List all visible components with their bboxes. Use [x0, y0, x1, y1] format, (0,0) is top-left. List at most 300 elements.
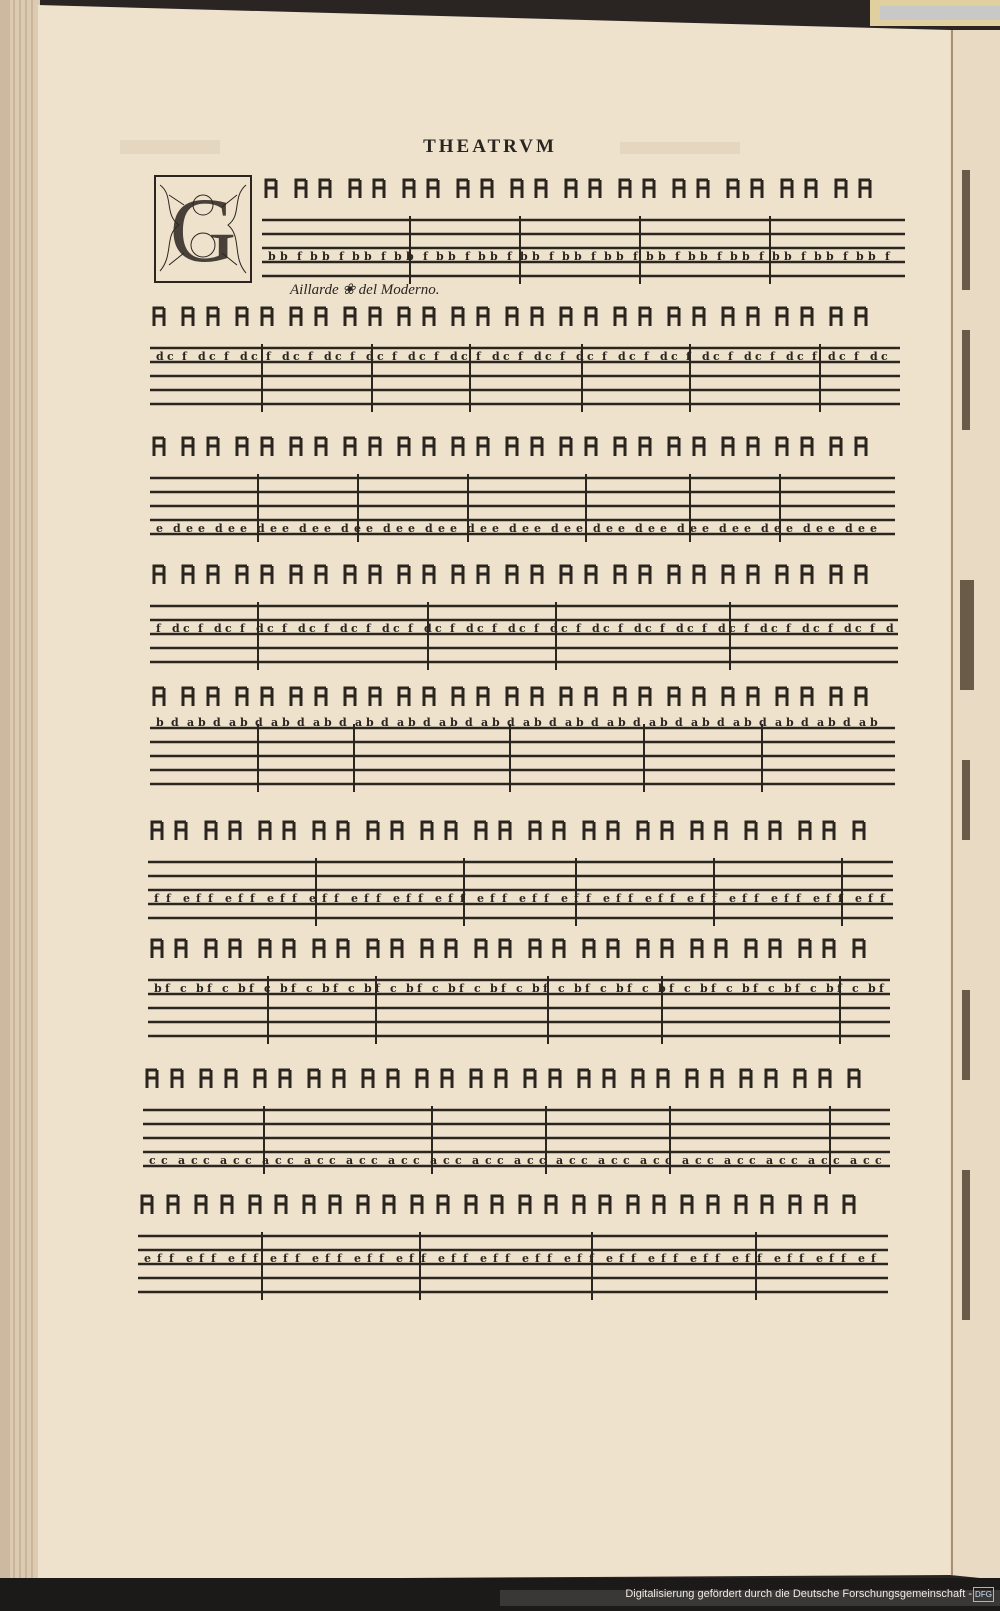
tab-letter: b — [870, 716, 878, 729]
tab-letter: c — [749, 1154, 756, 1167]
tab-letter: f — [295, 1252, 300, 1265]
tab-letter: e — [786, 522, 793, 535]
tab-letter: f — [715, 1252, 720, 1265]
tab-letter: b — [826, 982, 834, 995]
tab-letter: f — [392, 350, 397, 363]
tab-letter: d — [341, 522, 349, 535]
tab-letter: d — [719, 522, 727, 535]
tab-letter: a — [640, 1154, 648, 1167]
tab-letter: f — [703, 1252, 708, 1265]
tab-letter: c — [264, 982, 271, 995]
tab-letter: c — [287, 1154, 294, 1167]
tab-letter: f — [880, 892, 885, 905]
tab-letter: a — [346, 1154, 354, 1167]
tab-letter: b — [784, 982, 792, 995]
tab-letter: f — [418, 892, 423, 905]
tab-letter: c — [665, 1154, 672, 1167]
tab-letter: f — [673, 1252, 678, 1265]
tab-letter: c — [390, 982, 397, 995]
tab-letter: a — [397, 716, 405, 729]
tab-letter: b — [772, 250, 780, 263]
tab-letter: f — [333, 982, 338, 995]
tab-letter: f — [799, 1252, 804, 1265]
tab-letter: d — [843, 716, 851, 729]
tab-letter: f — [796, 892, 801, 905]
tab-letter: e — [648, 522, 655, 535]
tab-letter: d — [255, 716, 263, 729]
tab-letter: c — [813, 622, 820, 635]
tab-letter: c — [687, 622, 694, 635]
tab-letter: c — [419, 350, 426, 363]
tab-letter: c — [435, 622, 442, 635]
tab-letter: f — [280, 892, 285, 905]
tab-letter: c — [581, 1154, 588, 1167]
tab-letter: b — [478, 250, 486, 263]
tab-letter: f — [759, 250, 764, 263]
tab-letter: b — [268, 250, 276, 263]
tab-letter: c — [348, 982, 355, 995]
tab-letter: d — [198, 350, 206, 363]
tab-letter: d — [297, 716, 305, 729]
tab-letter: d — [213, 716, 221, 729]
tab-letter: c — [707, 1154, 714, 1167]
tab-letter: d — [509, 522, 517, 535]
tab-letter: f — [253, 1252, 258, 1265]
tab-letter: f — [250, 892, 255, 905]
tab-letter: d — [845, 522, 853, 535]
tab-letter: d — [802, 622, 810, 635]
tab-letter: d — [675, 716, 683, 729]
tab-letter: b — [490, 250, 498, 263]
tab-letter: e — [774, 1252, 781, 1265]
tab-letter: b — [700, 250, 708, 263]
tab-letter: f — [490, 892, 495, 905]
tab-letter: d — [465, 716, 473, 729]
tab-letter: e — [534, 522, 541, 535]
tab-letter: f — [795, 982, 800, 995]
tab-letter: b — [238, 982, 246, 995]
tab-letter: e — [183, 892, 190, 905]
tab-letter: f — [463, 1252, 468, 1265]
tab-letter: d — [450, 350, 458, 363]
tab-letter: f — [207, 982, 212, 995]
tab-letter: b — [156, 716, 164, 729]
tab-letter: e — [438, 1252, 445, 1265]
tab-letter: b — [604, 250, 612, 263]
tab-letter: f — [784, 892, 789, 905]
tab-letter: e — [225, 892, 232, 905]
tab-letter: c — [810, 982, 817, 995]
tab-letter: f — [574, 892, 579, 905]
tab-letter: a — [229, 716, 237, 729]
digitization-credit: Digitalisierung gefördert durch die Deutsche Forschungsgemeinschaft - — [625, 1588, 972, 1600]
tab-letter: f — [547, 1252, 552, 1265]
tab-letter: c — [797, 350, 804, 363]
tab-letter: e — [687, 892, 694, 905]
tab-letter: d — [676, 622, 684, 635]
tab-letter: a — [313, 716, 321, 729]
tab-letter: d — [551, 522, 559, 535]
tab-letter: f — [829, 1252, 834, 1265]
tab-letter: f — [507, 250, 512, 263]
tab-letter: e — [522, 1252, 529, 1265]
tab-letter: d — [171, 716, 179, 729]
tab-letter: f — [240, 622, 245, 635]
tab-letter: b — [562, 250, 570, 263]
tab-letter: a — [472, 1154, 480, 1167]
tab-letter: e — [351, 892, 358, 905]
tab-letter: f — [292, 892, 297, 905]
tab-letter: f — [535, 1252, 540, 1265]
tab-letter: e — [366, 522, 373, 535]
tab-letter: e — [393, 892, 400, 905]
tab-letter: e — [744, 522, 751, 535]
tab-letter: d — [677, 522, 685, 535]
tab-letter: d — [408, 350, 416, 363]
tab-letter: f — [661, 1252, 666, 1265]
tab-letter: e — [354, 522, 361, 535]
tab-letter: e — [606, 522, 613, 535]
tab-letter: c — [461, 350, 468, 363]
tab-letter: d — [550, 622, 558, 635]
tab-letter: e — [228, 1252, 235, 1265]
tab-letter: b — [322, 982, 330, 995]
tab-letter: f — [712, 892, 717, 905]
tab-letter: c — [317, 1154, 324, 1167]
tab-letter: e — [270, 522, 277, 535]
tab-letter: f — [812, 350, 817, 363]
tab-letter: c — [852, 982, 859, 995]
tab-letter: f — [843, 250, 848, 263]
tab-letter: d — [339, 716, 347, 729]
tab-letter: f — [367, 1252, 372, 1265]
tab-letter: a — [733, 716, 741, 729]
tab-letter: f — [602, 350, 607, 363]
tab-letter: d — [381, 716, 389, 729]
tab-letter: b — [322, 250, 330, 263]
tab-letter: f — [196, 892, 201, 905]
tab-letter: d — [718, 622, 726, 635]
tab-letter: e — [240, 522, 247, 535]
tab-letter: f — [156, 622, 161, 635]
tab-letter: b — [448, 982, 456, 995]
tab-letter: e — [450, 522, 457, 535]
tab-letter: b — [646, 250, 654, 263]
tab-letter: f — [644, 350, 649, 363]
tab-letter: d — [172, 622, 180, 635]
tab-letter: c — [713, 350, 720, 363]
tab-letter: e — [564, 1252, 571, 1265]
tab-letter: f — [658, 892, 663, 905]
tab-letter: d — [549, 716, 557, 729]
tab-letter: b — [198, 716, 206, 729]
tab-letter: d — [591, 716, 599, 729]
tab-letter: f — [669, 982, 674, 995]
tab-letter: f — [586, 892, 591, 905]
tab-letter: d — [156, 350, 164, 363]
tab-letter: e — [816, 1252, 823, 1265]
tab-letter: c — [839, 350, 846, 363]
tab-letter: d — [534, 350, 542, 363]
tab-letter: f — [381, 250, 386, 263]
tab-letter: c — [600, 982, 607, 995]
tab-letter: b — [868, 982, 876, 995]
tab-letter: c — [474, 982, 481, 995]
tab-letter: e — [645, 892, 652, 905]
tab-letter: f — [505, 1252, 510, 1265]
tab-letter: e — [732, 522, 739, 535]
tab-letter: a — [271, 716, 279, 729]
tab-letter: f — [560, 350, 565, 363]
tab-letter: f — [450, 622, 455, 635]
tab-letter: f — [854, 350, 859, 363]
tab-letter: a — [523, 716, 531, 729]
tab-letter: d — [507, 716, 515, 729]
tab-letter: e — [618, 522, 625, 535]
tab-letter: d — [592, 622, 600, 635]
tab-letter: b — [240, 716, 248, 729]
tab-letter: f — [325, 1252, 330, 1265]
tab-letter: a — [817, 716, 825, 729]
tab-letter: d — [761, 522, 769, 535]
tab-letter: b — [280, 982, 288, 995]
tab-letter: c — [863, 1154, 870, 1167]
tab-letter: f — [375, 982, 380, 995]
tab-letter: e — [267, 892, 274, 905]
tab-letter: f — [885, 250, 890, 263]
tab-letter: b — [700, 982, 708, 995]
tab-letter: f — [492, 622, 497, 635]
tab-letter: d — [886, 622, 894, 635]
tab-letter: c — [603, 622, 610, 635]
tab-letter: b — [616, 982, 624, 995]
tab-letter: e — [828, 522, 835, 535]
tab-letter: f — [660, 622, 665, 635]
tab-letter: a — [430, 1154, 438, 1167]
tab-letter: f — [670, 892, 675, 905]
tab-letter: c — [393, 622, 400, 635]
tab-letter: b — [660, 716, 668, 729]
tab-letter: a — [565, 716, 573, 729]
tab-letter: e — [813, 892, 820, 905]
tab-letter: e — [480, 522, 487, 535]
tab-letter: b — [492, 716, 500, 729]
tab-letter: c — [167, 350, 174, 363]
tab-letter: f — [199, 1252, 204, 1265]
tab-letter: d — [324, 350, 332, 363]
tab-letter: e — [648, 1252, 655, 1265]
tab-letter: a — [439, 716, 447, 729]
dfg-logo-icon: DFG — [973, 1587, 994, 1602]
tab-letter: c — [180, 982, 187, 995]
tab-letter: d — [702, 350, 710, 363]
tab-letter: e — [477, 892, 484, 905]
tab-letter: e — [270, 1252, 277, 1265]
tab-letter: f — [744, 622, 749, 635]
tab-letter: e — [732, 1252, 739, 1265]
tab-letter: c — [225, 622, 232, 635]
tab-letter: f — [238, 892, 243, 905]
tab-letter: a — [481, 716, 489, 729]
tab-letter: f — [770, 350, 775, 363]
tab-letter: d — [423, 716, 431, 729]
tab-letter: f — [549, 250, 554, 263]
tab-letter: b — [658, 250, 666, 263]
tab-letter: b — [154, 982, 162, 995]
tab-letter: c — [875, 1154, 882, 1167]
tab-letter: e — [144, 1252, 151, 1265]
tab-letter: b — [730, 250, 738, 263]
tab-letter: c — [401, 1154, 408, 1167]
tab-letter: f — [754, 892, 759, 905]
tab-letter: f — [154, 892, 159, 905]
tab-letter: b — [534, 716, 542, 729]
tab-letter: e — [309, 892, 316, 905]
tab-letter: f — [618, 622, 623, 635]
tab-letter: e — [522, 522, 529, 535]
tab-letter: c — [377, 350, 384, 363]
tab-letter: c — [726, 982, 733, 995]
tab-letter: b — [702, 716, 710, 729]
tab-letter: f — [627, 982, 632, 995]
tab-letter: e — [603, 892, 610, 905]
tab-letter: c — [791, 1154, 798, 1167]
tab-letter: b — [436, 250, 444, 263]
tab-letter: c — [183, 622, 190, 635]
tab-letter: b — [658, 982, 666, 995]
tab-letter: f — [417, 982, 422, 995]
tab-letter: b — [532, 250, 540, 263]
tab-letter: e — [660, 522, 667, 535]
tab-letter: d — [717, 716, 725, 729]
tab-letter: c — [497, 1154, 504, 1167]
tab-letter: c — [671, 350, 678, 363]
tab-letter: c — [737, 1154, 744, 1167]
tab-letter: e — [324, 522, 331, 535]
tab-letter: d — [633, 716, 641, 729]
tab-letter: f — [628, 892, 633, 905]
tab-letter: a — [607, 716, 615, 729]
tab-letter: b — [450, 716, 458, 729]
tab-letter: f — [249, 982, 254, 995]
tab-letter: a — [514, 1154, 522, 1167]
tab-letter: f — [421, 1252, 426, 1265]
tab-letter: b — [576, 716, 584, 729]
tab-letter: f — [532, 892, 537, 905]
tab-letter: a — [598, 1154, 606, 1167]
tab-letter: f — [576, 622, 581, 635]
tab-letter: f — [787, 1252, 792, 1265]
tab-letter: b — [868, 250, 876, 263]
tab-letter: e — [186, 522, 193, 535]
tab-letter: c — [443, 1154, 450, 1167]
tab-letter: c — [335, 350, 342, 363]
tab-letter: d — [492, 350, 500, 363]
tab-letter: f — [786, 622, 791, 635]
tab-letter: b — [366, 716, 374, 729]
tab-letter: f — [728, 350, 733, 363]
tab-letter: c — [645, 622, 652, 635]
tab-letter: d — [366, 350, 374, 363]
tab-letter: d — [635, 522, 643, 535]
tab-letter: f — [801, 250, 806, 263]
tab-letter: c — [309, 622, 316, 635]
tab-letter: a — [355, 716, 363, 729]
tab-letter: f — [266, 350, 271, 363]
tab-letter: e — [771, 892, 778, 905]
tab-letter: f — [460, 892, 465, 905]
tab-letter: d — [870, 350, 878, 363]
tab-letter: f — [826, 892, 831, 905]
tab-letter: f — [591, 250, 596, 263]
tab-letter: f — [465, 250, 470, 263]
tab-letter: f — [337, 1252, 342, 1265]
tab-letter: e — [354, 1252, 361, 1265]
tab-letter: f — [406, 892, 411, 905]
tab-letter: c — [503, 350, 510, 363]
tab-letter: a — [556, 1154, 564, 1167]
tab-letter: f — [283, 1252, 288, 1265]
tab-letter: b — [406, 982, 414, 995]
tab-letter: a — [859, 716, 867, 729]
tab-letter: c — [275, 1154, 282, 1167]
tab-letter: c — [642, 982, 649, 995]
tab-letter: e — [396, 522, 403, 535]
tab-letter: f — [742, 892, 747, 905]
tab-letter: f — [631, 1252, 636, 1265]
tab-letter: b — [856, 250, 864, 263]
tab-letter: b — [744, 716, 752, 729]
tab-letter: c — [516, 982, 523, 995]
tab-letter: e — [729, 892, 736, 905]
tab-letter: a — [691, 716, 699, 729]
tab-letter: c — [149, 1154, 156, 1167]
tab-letter: b — [310, 250, 318, 263]
tab-letter: a — [178, 1154, 186, 1167]
tab-letter: e — [576, 522, 583, 535]
tab-letter: e — [702, 522, 709, 535]
tab-letter: f — [408, 622, 413, 635]
tab-letter: c — [351, 622, 358, 635]
tab-letter: f — [182, 350, 187, 363]
tab-letter: f — [544, 892, 549, 905]
tab-letter: f — [211, 1252, 216, 1265]
tab-letter: c — [203, 1154, 210, 1167]
tab-letter: d — [298, 622, 306, 635]
tab-letter: b — [574, 982, 582, 995]
tab-letter: b — [408, 716, 416, 729]
tab-letter: d — [425, 522, 433, 535]
tab-letter: a — [304, 1154, 312, 1167]
tab-letter: b — [688, 250, 696, 263]
tab-letter: d — [786, 350, 794, 363]
tab-letter: e — [312, 522, 319, 535]
tab-letter: c — [561, 622, 568, 635]
tab-letter: c — [569, 1154, 576, 1167]
tab-letter: f — [308, 350, 313, 363]
tab-letter: d — [828, 350, 836, 363]
tab-letter: d — [382, 622, 390, 635]
tab-letter: e — [156, 522, 163, 535]
tab-letter: f — [350, 350, 355, 363]
tab-letter: e — [228, 522, 235, 535]
tab-letter: f — [339, 250, 344, 263]
tab-letter: c — [768, 982, 775, 995]
tab-letter: d — [257, 522, 265, 535]
tab-letter: d — [801, 716, 809, 729]
ornamental-initial-g-icon — [154, 175, 252, 283]
tab-letter: f — [686, 350, 691, 363]
